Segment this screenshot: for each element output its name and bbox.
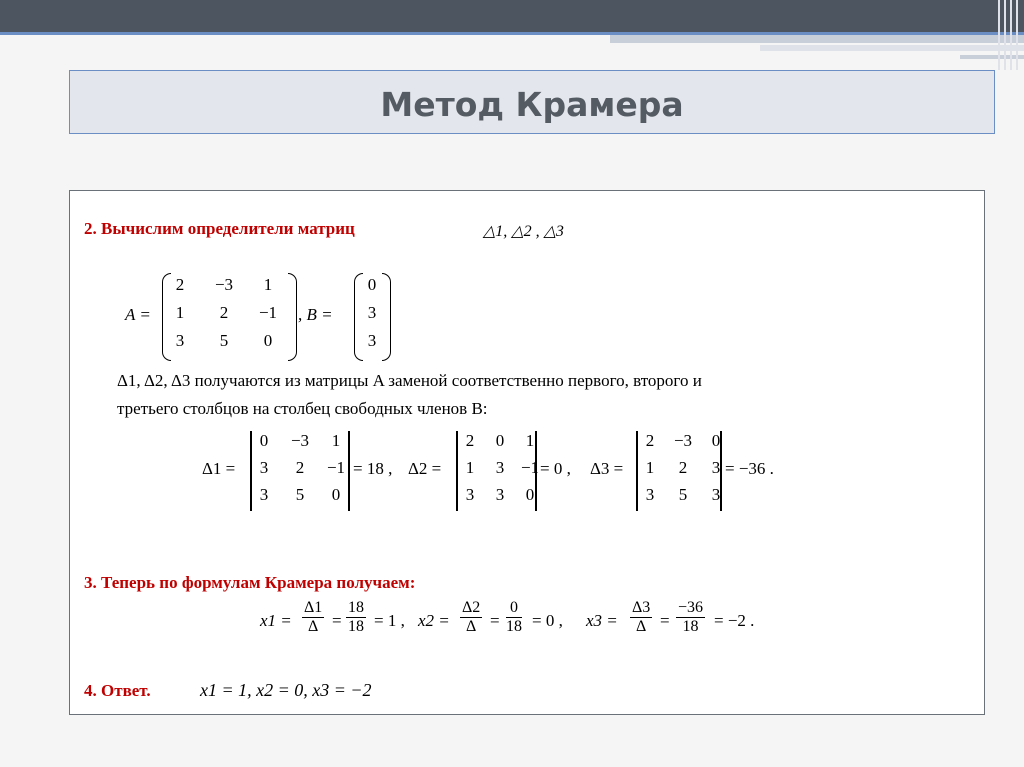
det1-cell: 1 (331, 431, 341, 450)
x2-frac-2-num: 0 (506, 599, 522, 618)
det2-cell: −1 (520, 458, 540, 477)
x1-frac-2-num: 18 (348, 599, 364, 616)
x3-frac-1-num: Δ3 (632, 599, 651, 616)
x1-result: = 1 , (374, 611, 405, 630)
det1-result: = 18 , (353, 459, 393, 478)
x3-frac-1-den: Δ (636, 618, 647, 635)
decor-vertical-stripes (994, 0, 1024, 70)
eq-sign: = (660, 611, 670, 630)
det1-cell: 2 (295, 458, 305, 477)
det2-cell: 3 (465, 485, 475, 504)
slide-title: Метод Крамера (380, 85, 684, 124)
top-bar (0, 0, 1024, 32)
x2-result: = 0 , (532, 611, 563, 630)
det3-cell: 3 (711, 458, 721, 477)
x2-lhs: x2 = (418, 611, 450, 630)
det2-result: = 0 , (540, 459, 571, 478)
matrix-a-cell: −3 (214, 275, 234, 294)
text-line-1: Δ1, Δ2, Δ3 получаются из матрицы A заменой соответственно первого, второго и (117, 371, 702, 390)
step-2-label: 2. Вычислим определители матриц (84, 219, 355, 238)
step-4-label: 4. Ответ. (84, 681, 151, 700)
x3-result: = −2 . (714, 611, 755, 630)
det2-cell: 1 (525, 431, 535, 450)
matrix-a-cell: 5 (219, 331, 229, 350)
x1-frac-1-num: Δ1 (304, 599, 323, 616)
matrix-a-right-paren (288, 273, 297, 361)
deltas-list: △1, △2 , △3 (483, 223, 564, 240)
x3-frac-2 (676, 599, 705, 636)
det3-cell: 0 (711, 431, 721, 450)
content-box (69, 190, 985, 715)
det2-cell: 3 (495, 458, 505, 477)
det1-cell: 0 (259, 431, 269, 450)
matrix-b-cell: 0 (367, 275, 377, 294)
matrix-a-label: A = (125, 305, 151, 324)
det3-label: Δ3 = (590, 459, 624, 478)
det1-cell: 5 (295, 485, 305, 504)
matrix-b-cell: 3 (367, 303, 377, 322)
matrix-a-cell: 0 (263, 331, 273, 350)
x1-lhs: x1 = (260, 611, 292, 630)
det3-cell: 5 (678, 485, 688, 504)
step-3-label: 3. Теперь по формулам Крамера получаем: (84, 573, 416, 592)
det1-cell: 3 (259, 485, 269, 504)
x2-frac-1-den: Δ (466, 618, 477, 635)
text-line-2: третьего столбцов на столбец свободных членов B: (117, 399, 488, 418)
det3-cell: 2 (645, 431, 655, 450)
det2-label: Δ2 = (408, 459, 442, 478)
matrix-a-cell: 3 (175, 331, 185, 350)
matrix-a-cell: 1 (263, 275, 273, 294)
matrix-a-cell: 2 (175, 275, 185, 294)
det2-cell: 3 (495, 485, 505, 504)
x2-frac-1-num: Δ2 (462, 599, 481, 616)
answer: x1 = 1, x2 = 0, x3 = −2 (200, 680, 372, 700)
det3-cell: 2 (678, 458, 688, 477)
det1-cell: −1 (326, 458, 346, 477)
det2-cell: 0 (525, 485, 535, 504)
det3-cell: 1 (645, 458, 655, 477)
x3-lhs: x3 = (586, 611, 618, 630)
matrix-a-cell: −1 (258, 303, 278, 322)
decor-stripe (610, 35, 1024, 43)
x1-frac-2 (346, 599, 366, 636)
det2-cell: 2 (465, 431, 475, 450)
matrix-b-label: , B = (298, 305, 333, 324)
x2-frac-1 (460, 599, 482, 636)
x1-frac-1 (302, 599, 324, 636)
title-box (69, 70, 995, 134)
x3-frac-2-num: −36 (678, 599, 704, 616)
det3-result: = −36 . (725, 459, 774, 478)
decor-stripe (760, 45, 1024, 51)
x1-frac-1-den: Δ (308, 618, 319, 635)
matrix-a-cell: 2 (219, 303, 229, 322)
det1-cell: 3 (259, 458, 269, 477)
det3-cell: −3 (673, 431, 693, 450)
det3-cell: 3 (711, 485, 721, 504)
det1-cell: 0 (331, 485, 341, 504)
x2-frac-2-den: 18 (506, 618, 522, 635)
eq-sign: = (332, 611, 342, 630)
det1-cell: −3 (290, 431, 310, 450)
matrix-a-cell: 1 (175, 303, 185, 322)
x3-frac-2-den: 18 (682, 618, 699, 635)
x3-frac-1 (630, 599, 652, 636)
x2-frac-2 (506, 599, 522, 636)
x1-frac-2-den: 18 (348, 618, 364, 635)
det3-cell: 3 (645, 485, 655, 504)
det2-cell: 1 (465, 458, 475, 477)
det1-label: Δ1 = (202, 459, 236, 478)
matrix-b-cell: 3 (367, 331, 377, 350)
eq-sign: = (490, 611, 500, 630)
det2-cell: 0 (495, 431, 505, 450)
